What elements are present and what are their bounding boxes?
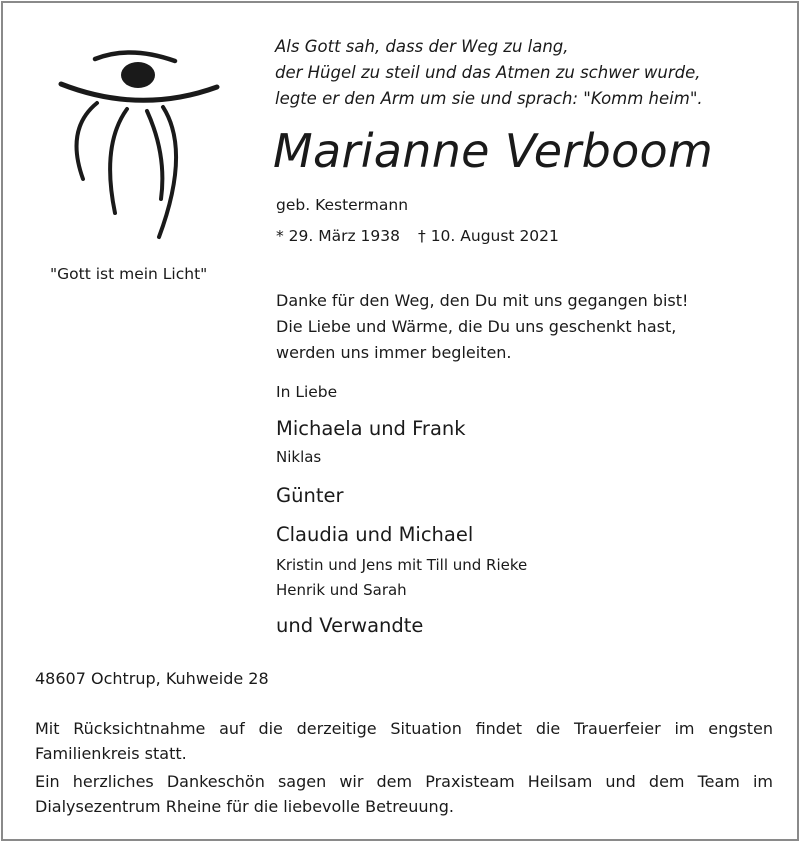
acknowledgement-notice: Ein herzliches Dankeschön sagen wir dem Praxisteam Heilsam und dem Team im Dialysezentrum Rheine für die liebevolle Betreuung. <box>35 772 773 816</box>
person-light-icon <box>55 47 225 247</box>
thanks-line: Die Liebe und Wärme, die Du uns geschenkt hast, <box>276 317 677 336</box>
mourner-subline: Henrik und Sarah <box>276 581 407 599</box>
poem-line: Als Gott sah, dass der Weg zu lang, <box>275 37 569 56</box>
mourner-family: Claudia und Michael <box>276 523 474 546</box>
thanks-line: werden uns immer begleiten. <box>276 343 512 362</box>
thanks-line: Danke für den Weg, den Du mit uns gegangen bist! <box>276 291 689 310</box>
mourner-subline: Niklas <box>276 448 322 466</box>
mourner-sublines <box>276 553 527 603</box>
deceased-name: Marianne Verboom <box>273 124 714 178</box>
obituary-card <box>1 1 799 841</box>
logo-motto: "Gott ist mein Licht" <box>50 265 208 283</box>
address: 48607 Ochtrup, Kuhweide 28 <box>35 669 269 688</box>
mourner-family: Michaela und Frank <box>276 417 466 440</box>
mourner-family: und Verwandte <box>276 614 424 637</box>
poem-line: legte er den Arm um sie und sprach: "Komm heim". <box>275 89 703 108</box>
poem <box>275 34 703 112</box>
birth-date: * 29. März 1938 <box>276 227 401 245</box>
life-dates <box>276 227 559 245</box>
thanks-text <box>276 288 688 366</box>
birth-name: geb. Kestermann <box>276 196 409 214</box>
mourner-subline: Kristin und Jens mit Till und Rieke <box>276 556 528 574</box>
death-date: † 10. August 2021 <box>418 227 559 245</box>
poem-line: der Hügel zu steil und das Atmen zu schwer wurde, <box>275 63 701 82</box>
mourner-family: Günter <box>276 484 344 507</box>
funeral-notice: Mit Rücksichtnahme auf die derzeitige Situation findet die Trauerfeier im engsten Familienkreis statt. <box>35 719 773 763</box>
mourners-intro: In Liebe <box>276 383 338 401</box>
